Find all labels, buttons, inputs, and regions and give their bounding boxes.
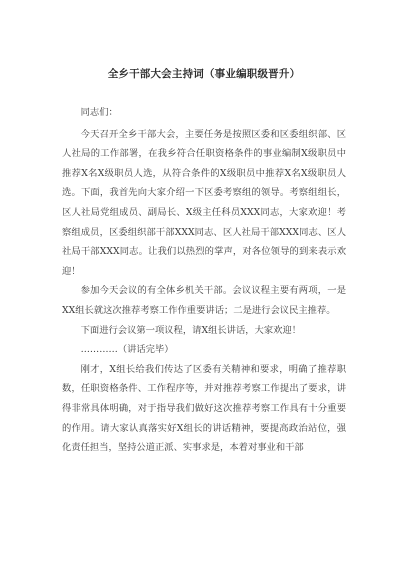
- paragraph-summary: 刚才，X组长给我们传达了区委有关精神和要求，明确了推荐职数，任职资格条件、工作程序等，并对推荐考察工作提出了要求，讲得非常具体明确，对于指导我们做好这次推荐考察工作具有十分重要的作用。请大家认真落实好X组长的讲话精神，要提高政治站位，强化责任担当，坚持公道正派、实事求是，本着对事业和干部: [62, 363, 346, 454]
- document-title: 全乡干部大会主持词（事业编职级晋升）: [107, 68, 301, 80]
- paragraph-opening: 今天召开全乡干部大会，主要任务是按照区委和区委组织部、区人社局的工作部署，在我乡符合任职资格条件的事业编制X级职员中推荐X名X级职员人选，从符合条件的X级职员中推荐X名X级职员人选。下面，我首先向大家介绍一下区委考察组的领导。考察组组长，区人社局党组成员、副局长、X级主任科员XXX同志，大家欢迎！考察组成员，区委组织部干部XXX同志、区人社局干部XXX同志、区人社局干部XXX同志。让我们以热烈的掌声，对各位领导的到来表示欢迎！: [62, 128, 346, 277]
- paragraph-agenda-one: 下面进行会议第一项议程，请X组长讲话，大家欢迎！: [80, 324, 302, 336]
- salutation: 同志们：: [80, 107, 118, 118]
- paragraph-speech-end: …………（讲话完毕）: [80, 344, 174, 356]
- paragraph-attendees: 参加今天会议的有全体乡机关干部。会议议程主要有两项，一是XX组长就这次推荐考察工作作重要讲话；二是进行会议民主推荐。: [62, 285, 346, 316]
